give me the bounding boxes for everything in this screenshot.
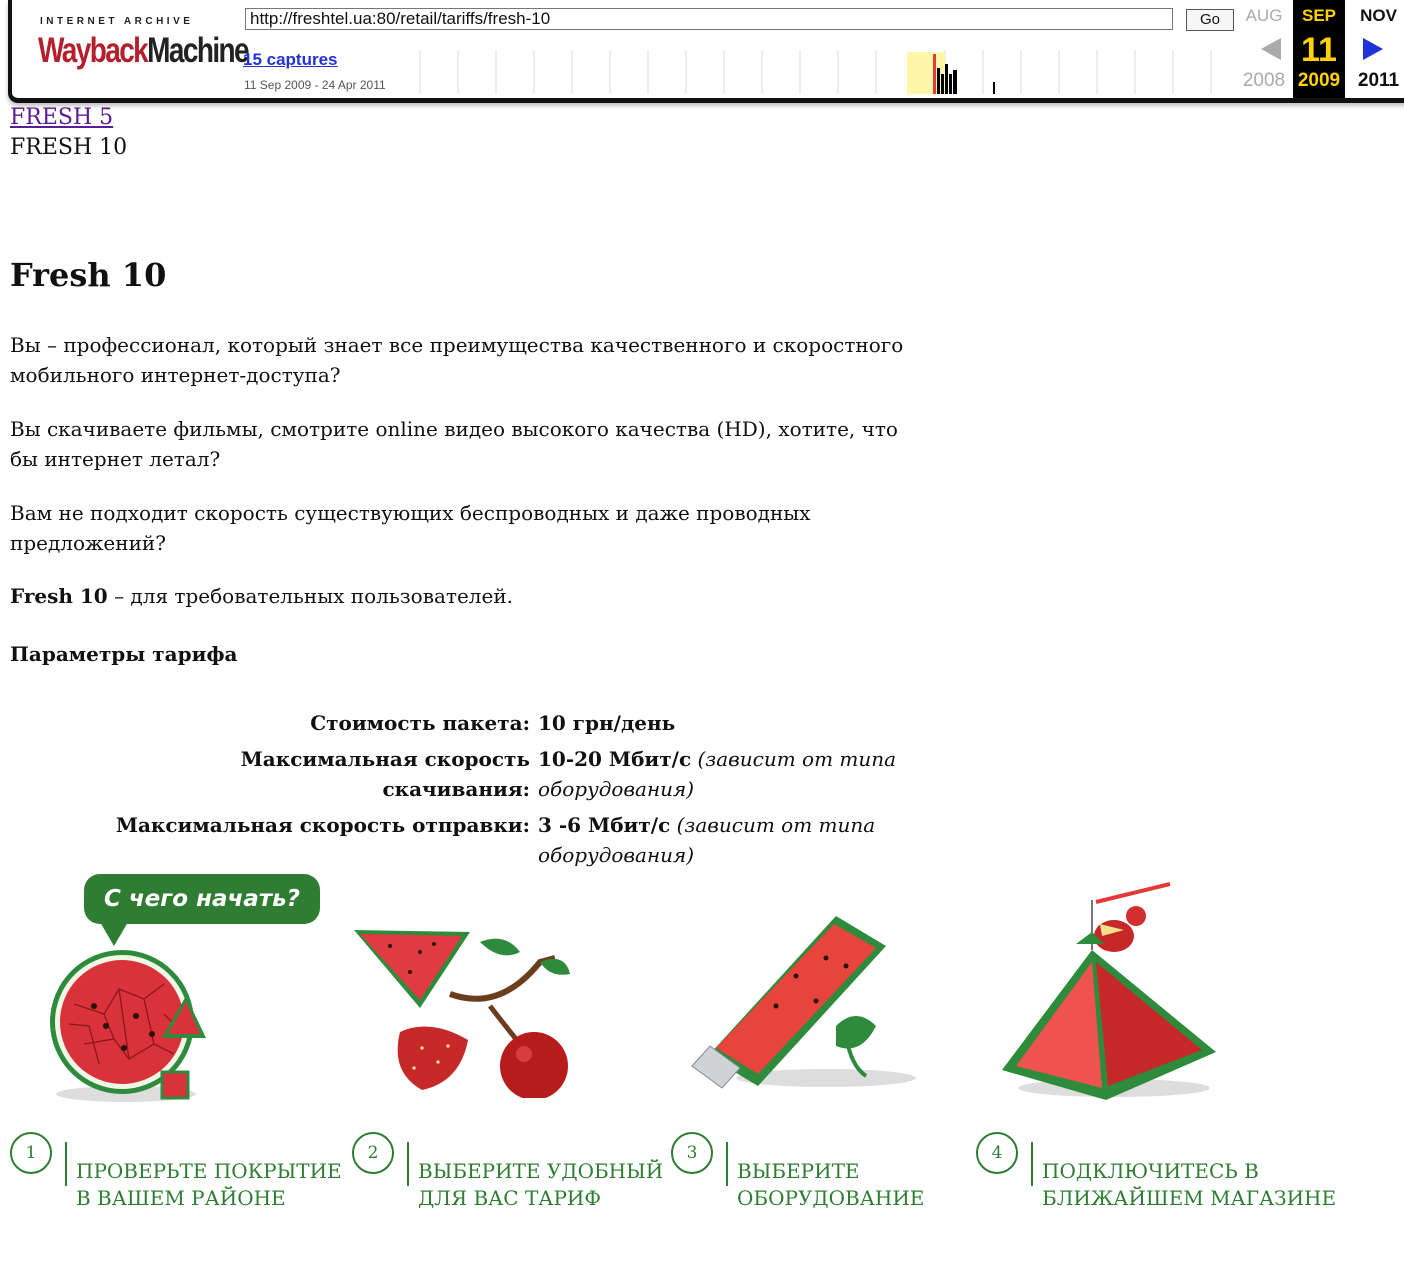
- sparkline-year-dividers: [420, 50, 1211, 94]
- page-title: Fresh 10: [10, 256, 167, 294]
- step-divider: [1031, 1142, 1033, 1186]
- param-note: (зависит от типа оборудования): [538, 747, 897, 801]
- step-divider: [407, 1142, 409, 1186]
- params-heading: Параметры тарифа: [10, 642, 238, 666]
- param-label: Максимальная скорость скачивания:: [240, 747, 530, 801]
- step-label-line1: ПРОВЕРЬТЕ ПОКРЫТИЕ: [76, 1159, 342, 1183]
- capture-date-range: 11 Sep 2009 - 24 Apr 2011: [244, 78, 386, 92]
- param-note: (зависит от типа оборудования): [538, 813, 876, 867]
- step-label: [737, 1158, 924, 1212]
- step-label: [1042, 1158, 1336, 1212]
- param-value: 10-20 Мбит/с: [538, 747, 692, 771]
- tariff-tagline: – для требовательных пользователей.: [107, 584, 514, 608]
- step-label-line1: ВЫБЕРИТЕ: [737, 1159, 860, 1183]
- nav-current-fresh10: FRESH 10: [10, 135, 128, 160]
- current-year: 2009: [1293, 70, 1345, 92]
- param-label: Максимальная скорость отправки:: [115, 813, 530, 837]
- current-day: 11: [1301, 31, 1337, 69]
- watermelon-map-icon[interactable]: [44, 944, 214, 1108]
- wayback-url-input[interactable]: http://freshtel.ua:80/retail/tariffs/fresh-10: [245, 8, 1173, 30]
- step-label-line2: БЛИЖАЙШЕМ МАГАЗИНЕ: [1042, 1186, 1337, 1210]
- param-value-cell: [534, 808, 1010, 874]
- getting-started-bubble: С чего начать?: [84, 874, 320, 924]
- param-row: [10, 706, 1010, 742]
- prev-year: 2008: [1242, 70, 1286, 91]
- param-row: [10, 742, 1010, 808]
- prev-arrow-icon[interactable]: [1261, 38, 1281, 60]
- step-number-badge: 1: [10, 1132, 52, 1174]
- step-label-line1: ПОДКЛЮЧИТЕСЬ В: [1042, 1159, 1259, 1183]
- intro-paragraph-1: Вы – профессионал, который знает все преимущества качественного и скоростного мобильного интернет-доступа?: [10, 333, 904, 387]
- step-number-badge: 4: [976, 1132, 1018, 1174]
- param-value-cell: [534, 742, 1010, 808]
- sparkline-current-marker: [933, 54, 936, 94]
- calendar-navigator: [1236, 0, 1404, 98]
- wordmark-wayback: Wayback: [38, 31, 148, 70]
- intro-paragraph-4: [10, 581, 910, 611]
- next-year: 2011: [1357, 70, 1400, 91]
- intro-paragraph-3: Вам не подходит скорость существующих беспроводных и даже проводных предложений?: [10, 501, 811, 555]
- wayback-machine-wordmark: [38, 30, 248, 72]
- watermelon-pyramid-icon[interactable]: [996, 880, 1222, 1104]
- capture-sparkline[interactable]: [412, 50, 1232, 94]
- prev-capture-column[interactable]: [1236, 0, 1292, 98]
- wordmark-machine: Machine: [147, 31, 248, 70]
- next-capture-column[interactable]: [1349, 0, 1404, 98]
- go-button[interactable]: Go: [1186, 9, 1234, 31]
- current-capture-column: [1293, 0, 1345, 98]
- step-label-line1: ВЫБЕРИТЕ УДОБНЫЙ: [418, 1159, 664, 1183]
- internet-archive-label: INTERNET ARCHIVE: [40, 16, 194, 27]
- nav-link-fresh5[interactable]: FRESH 5: [10, 105, 114, 130]
- step-label: [418, 1158, 663, 1212]
- wayback-toolbar: [8, 0, 1404, 103]
- step-number-badge: 2: [352, 1132, 394, 1174]
- step-label-line2: ОБОРУДОВАНИЕ: [737, 1186, 925, 1210]
- param-label: Стоимость пакета:: [310, 711, 530, 735]
- step-divider: [65, 1142, 67, 1186]
- param-value: 10 грн/день: [538, 711, 676, 735]
- wayback-logo[interactable]: [34, 12, 248, 82]
- tariff-params-table: [10, 706, 1010, 874]
- param-value: 3 -6 Мбит/с: [538, 813, 671, 837]
- bubble-tail: [100, 922, 128, 946]
- next-arrow-icon[interactable]: [1363, 38, 1383, 60]
- step-number-badge: 3: [671, 1132, 713, 1174]
- fruit-branch-icon[interactable]: [350, 922, 620, 1098]
- step-divider: [726, 1142, 728, 1186]
- next-month: NOV: [1360, 6, 1397, 25]
- param-row: [10, 808, 1010, 874]
- tariff-name-bold: Fresh 10: [10, 584, 108, 608]
- usb-modem-icon[interactable]: [686, 906, 922, 1092]
- step-label-line2: В ВАШЕМ РАЙОНЕ: [76, 1186, 286, 1210]
- step-label: [76, 1158, 342, 1212]
- captures-link[interactable]: 15 captures: [243, 50, 338, 69]
- step-label-line2: ДЛЯ ВАС ТАРИФ: [418, 1186, 601, 1210]
- intro-paragraph-2: Вы скачиваете фильмы, смотрите online видео высокого качества (HD), хотите, что бы интернет летал?: [10, 417, 898, 471]
- param-value-cell: [534, 706, 1010, 742]
- prev-month: AUG: [1245, 6, 1283, 25]
- sparkline-capture-bars: [937, 64, 995, 94]
- current-month: SEP: [1301, 6, 1337, 25]
